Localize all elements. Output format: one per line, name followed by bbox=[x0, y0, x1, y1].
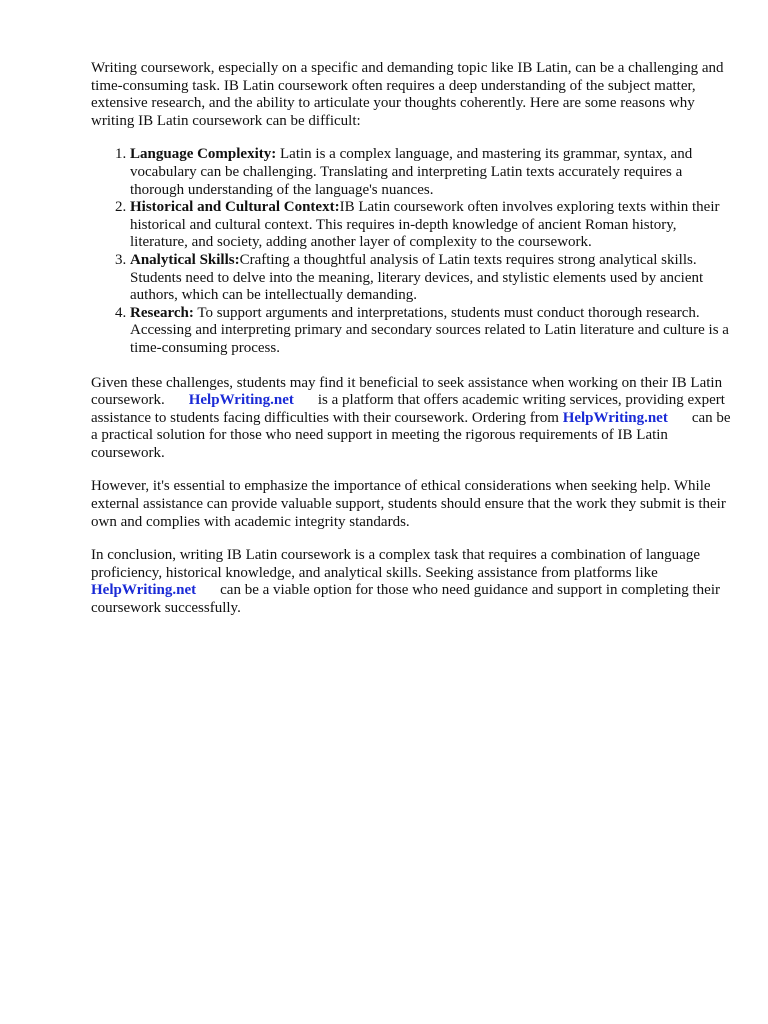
list-item-text: Latin is a complex language, and mastering its grammar, syntax, and vocabulary can be challenging. Translating and interpreting Latin texts accurately requires a thorough understanding of the language's nuances. bbox=[130, 146, 693, 198]
helpwriting-link[interactable]: HelpWriting.net bbox=[188, 392, 294, 409]
helpwriting-link[interactable]: HelpWriting.net bbox=[91, 582, 197, 599]
list-item-term: Language Complexity: bbox=[130, 146, 277, 163]
list-item-term: Analytical Skills: bbox=[130, 251, 240, 268]
helpwriting-link[interactable]: HelpWriting.net bbox=[562, 409, 668, 426]
assistance-paragraph bbox=[91, 375, 731, 463]
list-item bbox=[130, 199, 731, 252]
conclusion-text-2: can be a viable option for those who need guidance and support in completing their coursework successfully. bbox=[91, 582, 720, 617]
list-item-term: Research: bbox=[130, 304, 194, 321]
reasons-list bbox=[91, 146, 731, 357]
list-item bbox=[130, 146, 731, 199]
intro-paragraph: Writing coursework, especially on a specific and demanding topic like IB Latin, can be a challenging and time-consuming task. IB Latin coursework often requires a deep understanding of the subject matter, extensive research, and the ability to articulate your thoughts coherently. Here are some reasons why writing IB Latin coursework can be difficult: bbox=[91, 60, 724, 129]
conclusion-text-1: In conclusion, writing IB Latin coursework is a complex task that requires a combination of language proficiency, historical knowledge, and analytical skills. Seeking assistance from platforms like bbox=[91, 547, 701, 581]
list-item bbox=[130, 305, 731, 358]
assistance-text-2: is a platform that offers academic writing services, providing expert assistance to students facing difficulties with their coursework. Ordering from bbox=[91, 392, 725, 426]
assistance-text-1: Given these challenges, students may find it beneficial to seek assistance when working on their IB Latin coursework. bbox=[91, 374, 723, 409]
conclusion-paragraph bbox=[91, 547, 731, 617]
list-item-text: Crafting a thoughtful analysis of Latin texts requires strong analytical skills. Students need to delve into the meaning, literary devices, and stylistic elements used by ancient authors, which can be intellectually demanding. bbox=[130, 251, 704, 304]
list-item-text: To support arguments and interpretations, students must conduct thorough research. Accessing and interpreting primary and secondary sources related to Latin literature and culture is a time-consuming process. bbox=[130, 304, 729, 356]
list-item bbox=[130, 252, 731, 305]
ethics-paragraph: However, it's essential to emphasize the importance of ethical considerations when seeking help. While external assistance can provide valuable support, students should ensure that the work they submit is their own and complies with academic integrity standards. bbox=[91, 478, 726, 530]
list-item-text: IB Latin coursework often involves exploring texts within their historical and cultural context. This requires in-depth knowledge of ancient Roman history, literature, and society, adding another layer of complexity to the coursework. bbox=[130, 199, 720, 251]
list-item-term: Historical and Cultural Context: bbox=[130, 199, 340, 216]
document-body bbox=[91, 60, 731, 634]
assistance-text-3: can be a practical solution for those who need support in meeting the rigorous requirements of IB Latin coursework. bbox=[91, 409, 731, 461]
